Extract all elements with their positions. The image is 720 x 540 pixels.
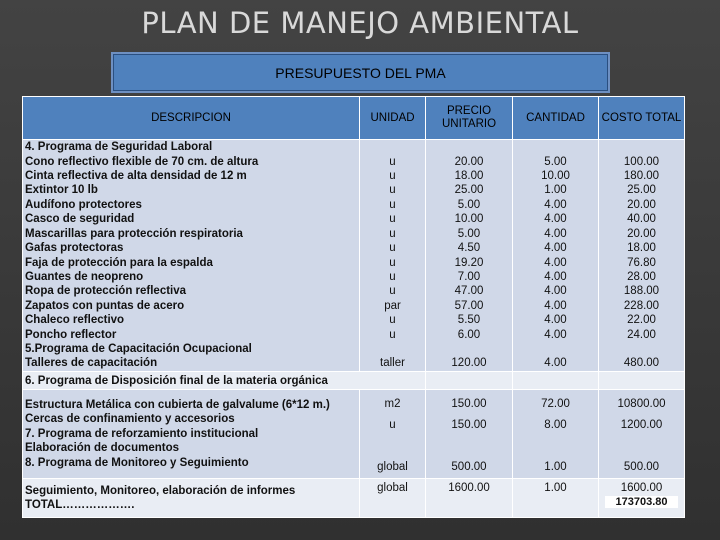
row4-descripcion: Seguimiento, Monitoreo, elaboración de informes TOTAL………………. (25, 485, 296, 511)
row3-costo: 10800.00 1200.00 500.00 (617, 398, 666, 473)
row1-descripcion: 4. Programa de Seguridad Laboral Cono reflectivo flexible de 70 cm. de altura Cinta reflectiva de alta densidad de 12 m Extintor 10 lb Audífono protectores Casco de seguridad Mascarillas para protección respiratoria Gafas protectoras Faja de protección para la espalda Guantes de neopreno Ropa de protección reflectiva Zapatos con puntas de acero Chaleco reflectivo Poncho reflector 5.Programa de Capacitación Ocupacional Talleres de capacitación (25, 141, 259, 370)
subtitle-text: PRESUPUESTO DEL PMA (275, 64, 446, 81)
subtitle-box (111, 52, 610, 93)
row1-cantidad: 5.00 10.00 1.00 4.00 4.00 4.00 4.00 4.00 4.00 4.00 4.00 4.00 4.00 4.00 (541, 155, 570, 370)
row4-cantidad: 1.00 (513, 479, 599, 518)
row3-unidad: m2 u global (377, 398, 408, 473)
header-precio: PRECIO UNITARIO (426, 97, 513, 140)
header-descripcion: DESCRIPCION (23, 97, 360, 140)
header-costo: COSTO TOTAL (599, 97, 685, 140)
row1-unidad: u u u u u u u u u u par u u taller (380, 155, 405, 370)
row4-precio: 1600.00 (426, 479, 513, 518)
budget-table (22, 96, 685, 518)
table-row (23, 390, 685, 479)
header-unidad: UNIDAD (360, 97, 426, 140)
header-cantidad: CANTIDAD (513, 97, 599, 140)
grand-total: 173703.80 (605, 496, 678, 508)
slide-title: PLAN DE MANEJO AMBIENTAL (141, 6, 579, 40)
table-row (23, 479, 685, 518)
table-row (23, 372, 685, 390)
row2-descripcion: 6. Programa de Disposición final de la materia orgánica (23, 372, 426, 390)
row1-precio: 20.00 18.00 25.00 5.00 10.00 5.00 4.50 19.20 7.00 47.00 57.00 5.50 6.00 120.00 (451, 155, 487, 370)
row4-unidad: global (360, 479, 426, 518)
table-row (23, 140, 685, 372)
row4-costo: 1600.00 (620, 482, 663, 494)
row3-precio: 150.00 150.00 500.00 (451, 398, 487, 473)
row3-cantidad: 72.00 8.00 1.00 (541, 398, 570, 473)
row1-costo: 100.00 180.00 25.00 20.00 40.00 20.00 18.00 76.80 28.00 188.00 228.00 22.00 24.00 480.00 (623, 155, 660, 370)
row3-descripcion: Estructura Metálica con cubierta de galvalume (6*12 m.) Cercas de confinamiento y accesorios 7. Programa de reforzamiento institucional Elaboración de documentos 8. Programa de Monitoreo y Seguimiento (25, 398, 330, 469)
table-header-row (23, 97, 685, 140)
